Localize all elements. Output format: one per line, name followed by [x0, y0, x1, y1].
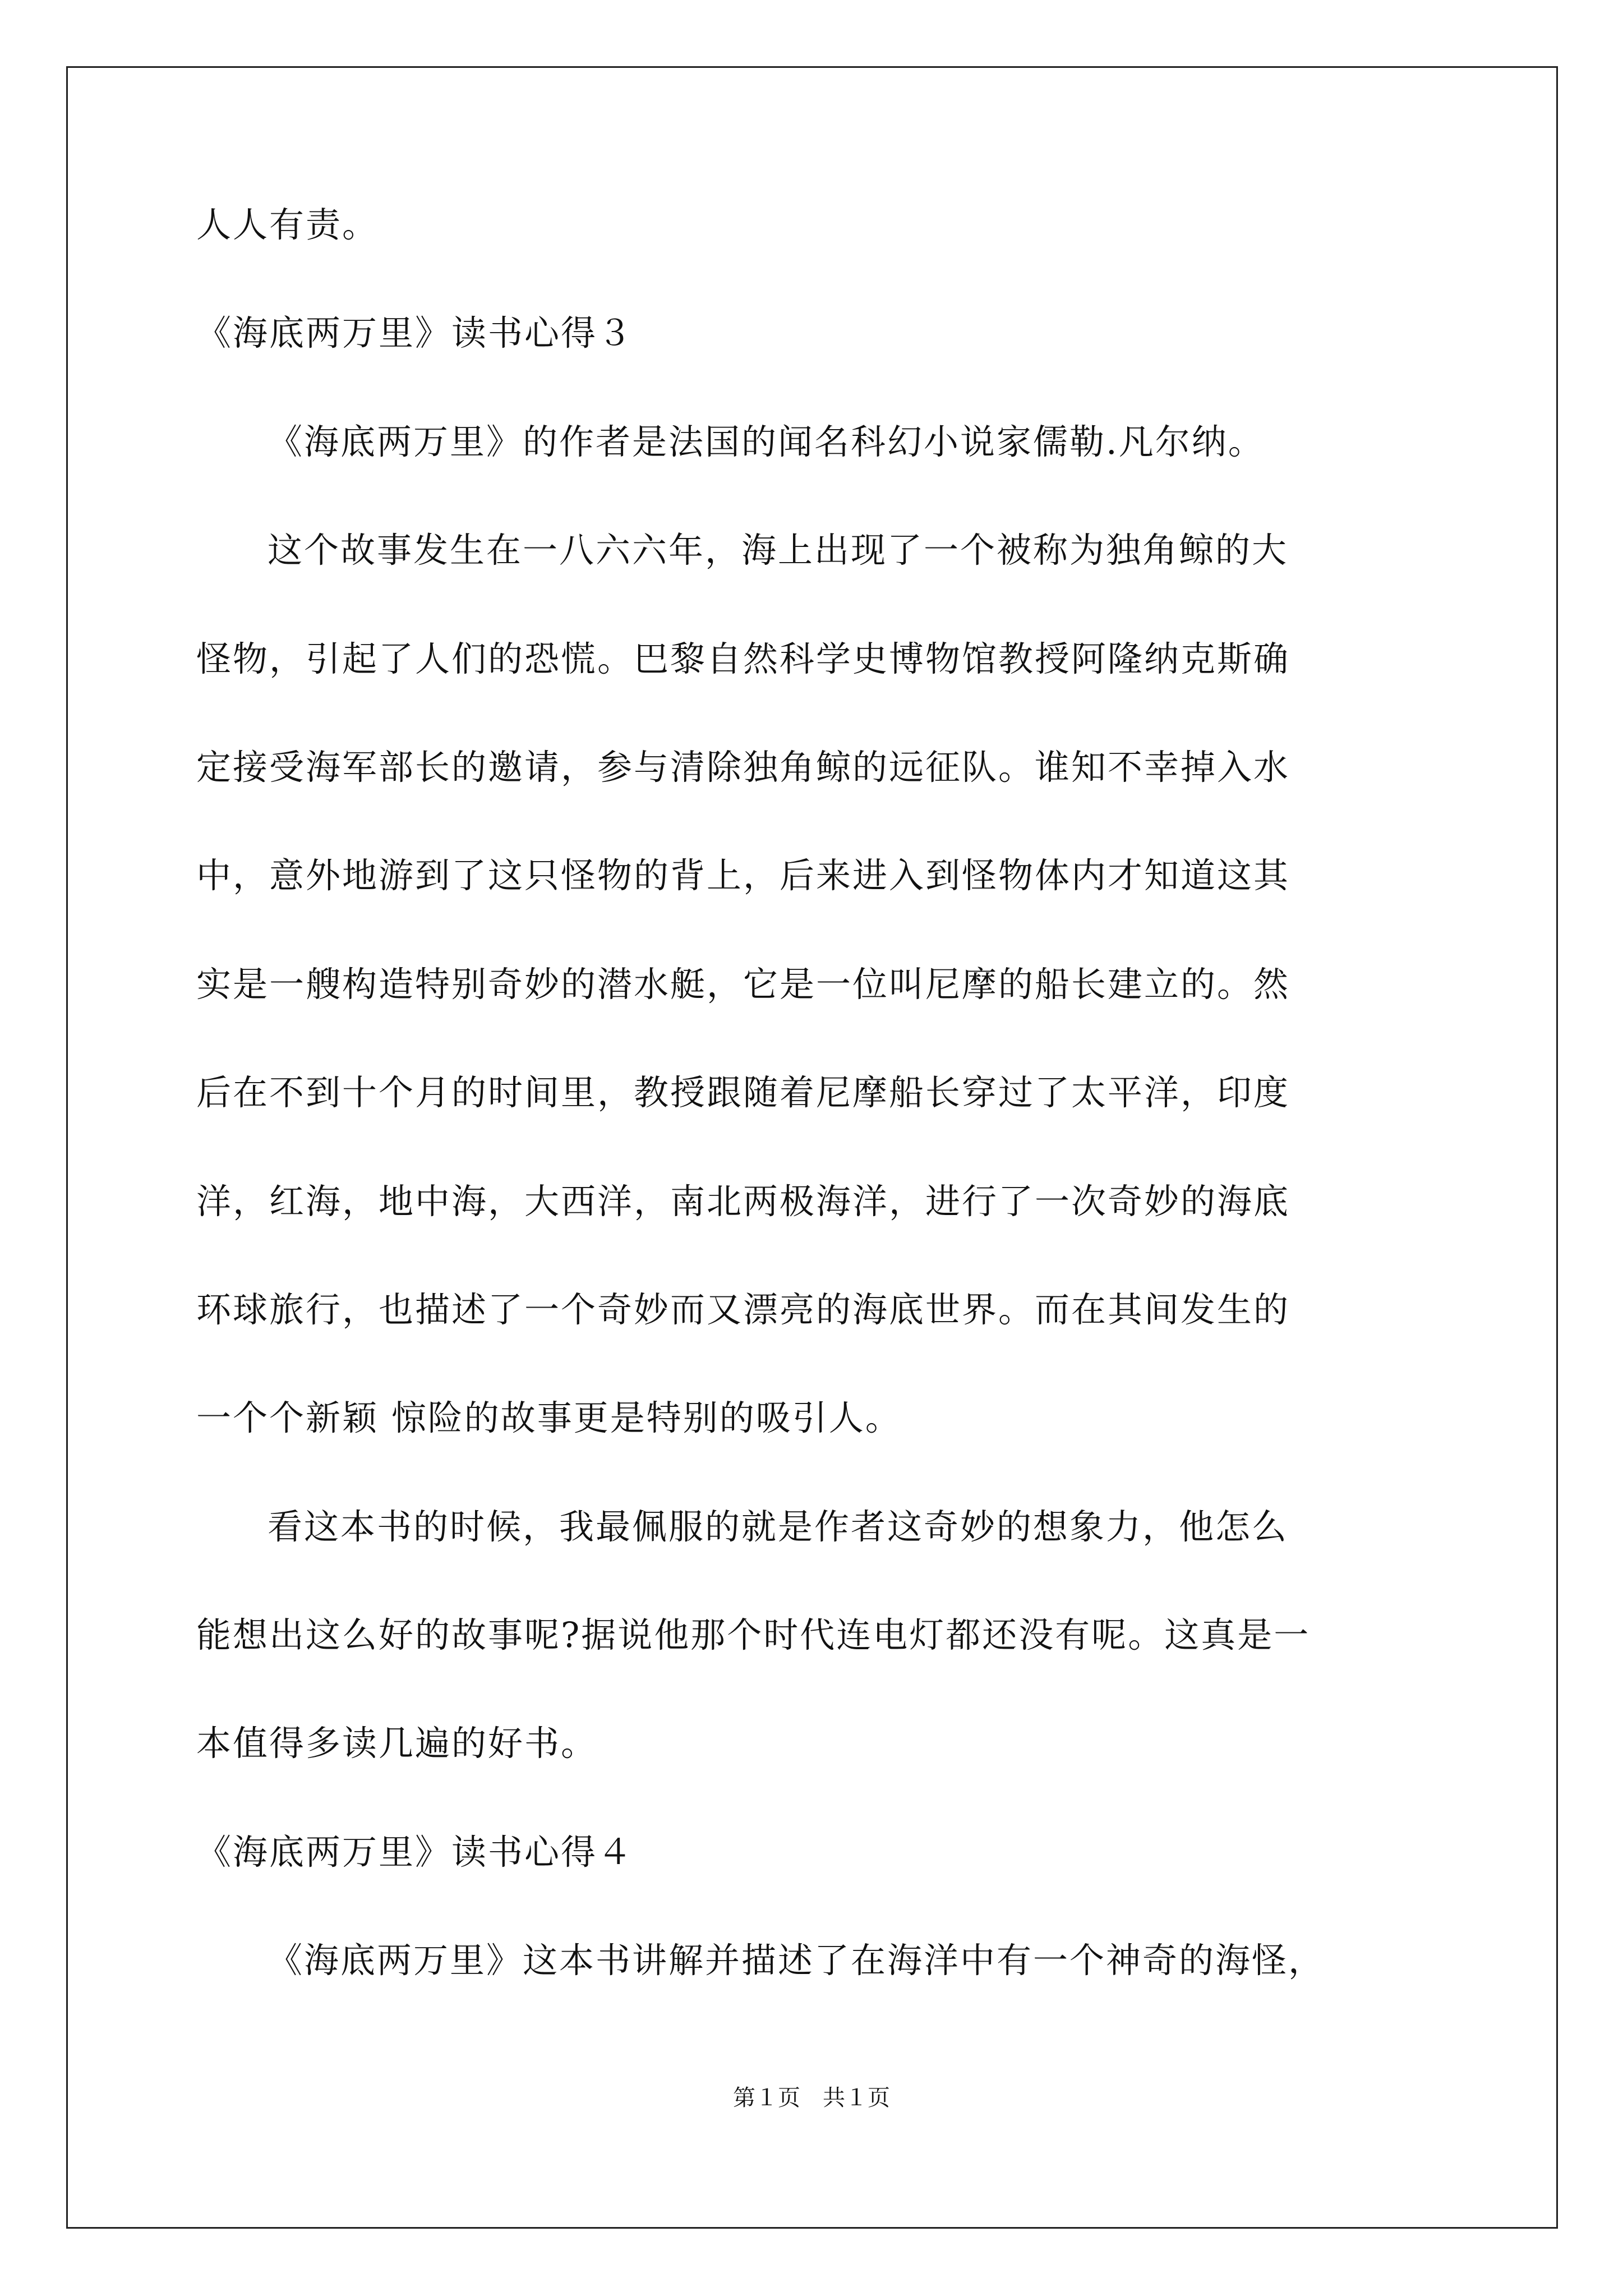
paragraph-line: 这个故事发生在一八六六年，海上出现了一个被称为独角鲸的大	[268, 530, 1289, 571]
paragraph-line: 一个个新颖 惊险的故事更是特别的吸引人。	[196, 1397, 902, 1439]
paragraph-line: 洋，红海，地中海，大西洋，南北两极海洋，进行了一次奇妙的海底	[196, 1180, 1290, 1222]
text-line: 人人有责。	[196, 204, 379, 245]
paragraph-line: 定接受海军部长的邀请，参与清除独角鲸的远征队。谁知不幸掉入水	[196, 746, 1290, 788]
paragraph-line: 怪物，引起了人们的恐慌。巴黎自然科学史博物馆教授阿隆纳克斯确	[196, 638, 1290, 679]
paragraph-line: 《海底两万里》的作者是法国的闻名科幻小说家儒勒.凡尔纳。	[268, 421, 1265, 462]
paragraph-line: 能想出这么好的故事呢?据说他那个时代连电灯都还没有呢。这真是一	[196, 1614, 1311, 1656]
paragraph-line: 《海底两万里》这本书讲解并描述了在海洋中有一个神奇的海怪，	[268, 1940, 1325, 1981]
page-number-footer: 第１页 共１页	[733, 2085, 890, 2111]
paragraph-line: 看这本书的时候，我最佩服的就是作者这奇妙的想象力，他怎么	[268, 1506, 1289, 1547]
paragraph-line: 环球旅行，也描述了一个奇妙而又漂亮的海底世界。而在其间发生的	[196, 1289, 1290, 1330]
document-body	[196, 204, 1424, 2052]
section-heading: 《海底两万里》读书心得３	[196, 312, 634, 354]
paragraph-line: 实是一艘构造特别奇妙的潜水艇，它是一位叫尼摩的船长建立的。然	[196, 963, 1290, 1005]
paragraph-line: 中，意外地游到了这只怪物的背上，后来进入到怪物体内才知道这其	[196, 855, 1290, 896]
paragraph-line: 本值得多读几遍的好书。	[196, 1723, 598, 1764]
paragraph-line: 后在不到十个月的时间里，教授跟随着尼摩船长穿过了太平洋，印度	[196, 1072, 1290, 1114]
section-heading: 《海底两万里》读书心得４	[196, 1831, 634, 1872]
